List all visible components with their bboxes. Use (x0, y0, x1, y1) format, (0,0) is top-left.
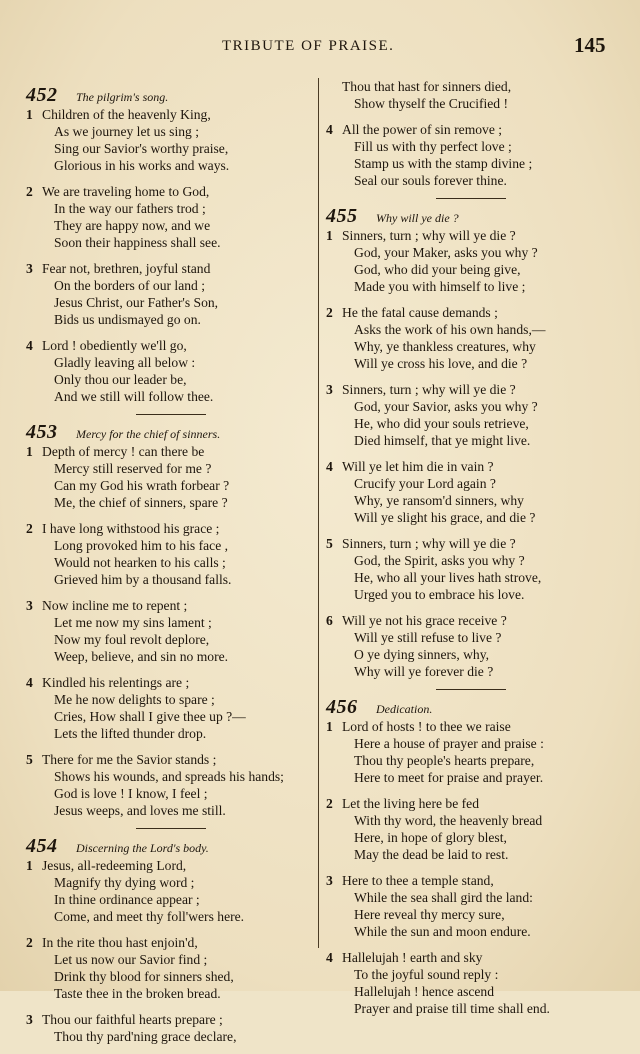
verse-number: 5 (26, 752, 33, 767)
verse-line-text: In thine ordinance appear ; (54, 892, 200, 907)
verse-line (26, 985, 316, 1002)
verse-line (26, 1011, 316, 1028)
verse-line-text: On the borders of our land ; (54, 278, 206, 293)
verse-line (326, 795, 616, 812)
verse (326, 458, 616, 526)
verse-line-text: Let us now our Savior find ; (54, 952, 208, 967)
verse-number: 1 (326, 719, 333, 734)
verse-number: 3 (326, 873, 333, 888)
verse-line (26, 354, 316, 371)
verse-line-text: He, who all your lives hath strove, (354, 570, 542, 585)
verse-line (326, 278, 616, 295)
verse-number: 6 (326, 613, 333, 628)
verse-line-text: Lets the lifted thunder drop. (54, 726, 207, 741)
verse-line (26, 614, 316, 631)
verse-line (26, 157, 316, 174)
verse-line-text: Drink thy blood for sinners shed, (54, 969, 234, 984)
verse-line-text: God is love ! I know, I feel ; (54, 786, 208, 801)
verse-line-text: Grieved him by a thousand falls. (54, 572, 232, 587)
verse-number: 1 (326, 228, 333, 243)
verse-line-text: Fill us with thy perfect love ; (354, 139, 512, 154)
verse-line-text: Here, in hope of glory blest, (354, 830, 507, 845)
verse (26, 597, 316, 665)
verse-line-text: Come, and meet thy foll'wers here. (54, 909, 245, 924)
verse-number: 3 (26, 598, 33, 613)
verse-line (26, 106, 316, 123)
verse-line-text: Magnify thy dying word ; (54, 875, 195, 890)
verse-line-text: Sinners, turn ; why will ye die ? (342, 228, 516, 243)
hymn-block (326, 696, 616, 1017)
verse (26, 674, 316, 742)
verse-line-text: And we still will follow thee. (54, 389, 214, 404)
hymn-title: Dedication. (376, 702, 433, 716)
verse-line-text: Taste thee in the broken bread. (54, 986, 221, 1001)
verse-line (26, 674, 316, 691)
verse-line-text: I have long withstood his grace ; (42, 521, 220, 536)
verse-line (326, 492, 616, 509)
verse-line-text: We are traveling home to God, (42, 184, 210, 199)
verse-line-text: Mercy still reserved for me ? (54, 461, 212, 476)
hymn-header (26, 84, 316, 106)
verse-line-text: Here to thee a temple stand, (342, 873, 494, 888)
verse-line-text: Gladly leaving all below : (54, 355, 196, 370)
verse-line (26, 768, 316, 785)
verse-line-text: Let me now my sins lament ; (54, 615, 212, 630)
verse-line (26, 968, 316, 985)
verse-line-text: Thou our faithful hearts prepare ; (42, 1012, 223, 1027)
hymn-block (26, 421, 316, 819)
verse-line (326, 415, 616, 432)
verse-line-text: Here to meet for praise and prayer. (354, 770, 544, 785)
verse-line-text: Cries, How shall I give thee up ?— (54, 709, 246, 724)
verse-line-text: Jesus Christ, our Father's Son, (54, 295, 219, 310)
verse-line (326, 612, 616, 629)
section-divider (66, 828, 276, 829)
verse (326, 872, 616, 940)
verse-line (326, 121, 616, 138)
verse-line (326, 458, 616, 475)
verse-line-text: Jesus weeps, and loves me still. (54, 803, 226, 818)
verse-line (326, 1000, 616, 1017)
verse-line (326, 889, 616, 906)
verse-line (326, 966, 616, 983)
verse-line-text: Thou that hast for sinners died, (342, 79, 512, 94)
hymn-block (26, 835, 316, 1045)
verse-line-text: Will ye slight his grace, and die ? (354, 510, 536, 525)
verse-line-text: Sinners, turn ; why will ye die ? (342, 536, 516, 551)
verse-line-text: Thou thy pard'ning grace declare, (54, 1029, 237, 1044)
verse-line-text: Urged you to embrace his love. (354, 587, 525, 602)
verse-line-text: In the way our fathers trod ; (54, 201, 206, 216)
verse-line (26, 234, 316, 251)
verse-line-text: May the dead be laid to rest. (354, 847, 509, 862)
hymn-title: Discerning the Lord's body. (76, 841, 209, 855)
verse-number: 2 (26, 184, 33, 199)
verse-line (26, 631, 316, 648)
verse-number: 2 (326, 305, 333, 320)
verse-line (26, 725, 316, 742)
verse-number: 4 (326, 459, 333, 474)
verse (26, 857, 316, 925)
verse-line (326, 155, 616, 172)
hymn-title: Why will ye die ? (376, 211, 459, 225)
verse-line (26, 294, 316, 311)
verse-line-text: Now my foul revolt deplore, (54, 632, 210, 647)
verse-number: 4 (326, 122, 333, 137)
verse-line-text: Let the living here be fed (342, 796, 480, 811)
verse-number: 2 (326, 796, 333, 811)
verse-line-text: Stamp us with the stamp divine ; (354, 156, 533, 171)
hymn-header (326, 205, 616, 227)
verse-line-text: Bids us undismayed go on. (54, 312, 201, 327)
verse-line-text: Why, ye thankless creatures, why (354, 339, 536, 354)
verse-line (326, 718, 616, 735)
verse-line (26, 691, 316, 708)
verse-line (326, 646, 616, 663)
verse-line (26, 951, 316, 968)
verse-number: 3 (326, 382, 333, 397)
verse-line-text: God, your Maker, asks you why ? (354, 245, 538, 260)
verse-line (326, 752, 616, 769)
verse-line (326, 872, 616, 889)
verse-line (26, 477, 316, 494)
verse-line (326, 949, 616, 966)
verse-line-text: Glorious in his works and ways. (54, 158, 230, 173)
verse-line (326, 398, 616, 415)
verse-line-text: Will ye let him die in vain ? (342, 459, 494, 474)
verse-line (26, 708, 316, 725)
verse-line (26, 260, 316, 277)
verse (326, 949, 616, 1017)
verse-line-text: Show thyself the Crucified ! (354, 96, 509, 111)
verse-line (326, 304, 616, 321)
verse (326, 78, 616, 112)
verse-number: 3 (26, 1012, 33, 1027)
verse-line (26, 520, 316, 537)
verse-line-text: Will ye still refuse to live ? (354, 630, 502, 645)
verse-line-text: As we journey let us sing ; (54, 124, 199, 139)
verse (326, 227, 616, 295)
verse-line (326, 78, 616, 95)
verse-line-text: All the power of sin remove ; (342, 122, 503, 137)
verse-number: 1 (26, 107, 33, 122)
verse-number: 3 (26, 261, 33, 276)
hymn-number: 454 (26, 835, 58, 857)
verse (26, 106, 316, 174)
hymn-header (326, 696, 616, 718)
verse (326, 381, 616, 449)
verse-line (26, 200, 316, 217)
verse-line (26, 337, 316, 354)
verse (326, 718, 616, 786)
verse-line (326, 812, 616, 829)
verse-line-text: Sinners, turn ; why will ye die ? (342, 382, 516, 397)
verse-line (26, 802, 316, 819)
verse-line-text: Hallelujah ! earth and sky (342, 950, 483, 965)
verse-line-text: Children of the heavenly King, (42, 107, 211, 122)
verse-line (26, 443, 316, 460)
hymn-header (26, 835, 316, 857)
verse (326, 612, 616, 680)
verse-line (326, 475, 616, 492)
verse-line-text: Jesus, all-redeeming Lord, (42, 858, 187, 873)
hymn-header (26, 421, 316, 443)
verse-line (26, 648, 316, 665)
verse-line (26, 908, 316, 925)
verse (26, 1011, 316, 1045)
hymn-block (26, 84, 316, 405)
verse-line-text: Seal our souls forever thine. (354, 173, 507, 188)
verse-line-text: Lord of hosts ! to thee we raise (342, 719, 511, 734)
verse-line (326, 663, 616, 680)
verse-line (326, 629, 616, 646)
verse-line (26, 217, 316, 234)
verse-line (26, 1028, 316, 1045)
verse-line-text: God, the Spirit, asks you why ? (354, 553, 525, 568)
verse-line (26, 785, 316, 802)
verse-line-text: Prayer and praise till time shall end. (354, 1001, 550, 1016)
verse (26, 337, 316, 405)
verse-line-text: Weep, believe, and sin no more. (54, 649, 229, 664)
page-number: 145 (574, 33, 606, 57)
verse-line-text: Thou thy people's hearts prepare, (354, 753, 535, 768)
verse-line-text: Will ye not his grace receive ? (342, 613, 507, 628)
verse-line (26, 140, 316, 157)
verse-line (26, 537, 316, 554)
verse-line (326, 552, 616, 569)
verse-line (26, 371, 316, 388)
verse-line (26, 571, 316, 588)
verse (326, 795, 616, 863)
verse-line (326, 769, 616, 786)
verse-line-text: Here a house of prayer and praise : (354, 736, 544, 751)
verse-line-text: To the joyful sound reply : (354, 967, 499, 982)
verse-line-text: Died himself, that ye might live. (354, 433, 531, 448)
column-divider (318, 78, 319, 948)
hymn-number: 453 (26, 421, 58, 443)
verse-line-text: Would not hearken to his calls ; (54, 555, 226, 570)
right-column (326, 78, 616, 1026)
verse-line (26, 311, 316, 328)
verse-line-text: Me he now delights to spare ; (54, 692, 215, 707)
hymn-number: 456 (326, 696, 358, 718)
verse-line-text: God, who did your being give, (354, 262, 521, 277)
hymn-number: 452 (26, 84, 58, 106)
verse-number: 1 (26, 444, 33, 459)
verse-line (326, 983, 616, 1000)
verse-number: 5 (326, 536, 333, 551)
verse-line (326, 138, 616, 155)
verse-line (26, 554, 316, 571)
verse-line (326, 586, 616, 603)
verse-line-text: Why will ye forever die ? (354, 664, 494, 679)
verse-line-text: Asks the work of his own hands,— (354, 322, 546, 337)
verse-line (326, 829, 616, 846)
verse-line-text: Depth of mercy ! can there be (42, 444, 205, 459)
verse-line-text: With thy word, the heavenly bread (354, 813, 543, 828)
verse-line (26, 460, 316, 477)
verse-line-text: In the rite thou hast enjoin'd, (42, 935, 198, 950)
verse-line-text: Fear not, brethren, joyful stand (42, 261, 211, 276)
verse-line (326, 381, 616, 398)
verse-line-text: Hallelujah ! hence ascend (354, 984, 495, 999)
verse-line (326, 227, 616, 244)
verse-line-text: Soon their happiness shall see. (54, 235, 221, 250)
verse-line (26, 123, 316, 140)
verse-line (26, 494, 316, 511)
verse-number: 4 (26, 675, 33, 690)
verse (326, 304, 616, 372)
verse-line (326, 321, 616, 338)
verse-line (326, 509, 616, 526)
verse-line (326, 735, 616, 752)
verse-line (326, 244, 616, 261)
verse-line (26, 874, 316, 891)
left-column (26, 78, 316, 1054)
verse (26, 260, 316, 328)
verse-line-text: Shows his wounds, and spreads his hands; (54, 769, 284, 784)
verse-line (26, 934, 316, 951)
section-divider (366, 689, 576, 690)
verse-line-text: Sing our Savior's worthy praise, (54, 141, 229, 156)
section-divider (66, 414, 276, 415)
verse-line-text: Crucify your Lord again ? (354, 476, 496, 491)
hymn-number: 455 (326, 205, 358, 227)
verse-line (326, 535, 616, 552)
verse-line-text: While the sun and moon endure. (354, 924, 531, 939)
verse-line-text: Can my God his wrath forbear ? (54, 478, 230, 493)
verse-line (326, 95, 616, 112)
verse (26, 183, 316, 251)
verse-line-text: Me, the chief of sinners, spare ? (54, 495, 228, 510)
verse-line-text: Will ye cross his love, and die ? (354, 356, 528, 371)
hymn-block (326, 205, 616, 680)
verse-line (326, 432, 616, 449)
verse (326, 121, 616, 189)
verse (326, 535, 616, 603)
verse-line-text: Long provoked him to his face , (54, 538, 229, 553)
verse-number: 4 (26, 338, 33, 353)
verse-line-text: They are happy now, and we (54, 218, 211, 233)
hymn-title: The pilgrim's song. (76, 90, 169, 104)
verse-number: 2 (26, 521, 33, 536)
running-title: TRIBUTE OF PRAISE. (222, 38, 395, 54)
verse-line-text: Only thou our leader be, (54, 372, 187, 387)
verse-number: 4 (326, 950, 333, 965)
verse-line (26, 388, 316, 405)
verse-line-text: Lord ! obediently we'll go, (42, 338, 187, 353)
hymn-continuation (326, 78, 616, 189)
verse-line-text: O ye dying sinners, why, (354, 647, 490, 662)
verse-line (326, 846, 616, 863)
verse-line-text: There for me the Savior stands ; (42, 752, 217, 767)
verse-line-text: Kindled his relentings are ; (42, 675, 190, 690)
verse-line (326, 338, 616, 355)
verse-line-text: Why, ye ransom'd sinners, why (354, 493, 524, 508)
verse-line-text: Here reveal thy mercy sure, (354, 907, 505, 922)
hymn-title: Mercy for the chief of sinners. (76, 427, 221, 441)
verse-line-text: Made you with himself to live ; (354, 279, 526, 294)
verse-line-text: He the fatal cause demands ; (342, 305, 498, 320)
verse (26, 751, 316, 819)
section-divider (366, 198, 576, 199)
verse-number: 2 (26, 935, 33, 950)
verse-line-text: While the sea shall gird the land: (354, 890, 533, 905)
verse-line (326, 355, 616, 372)
verse-line (326, 172, 616, 189)
verse-line (326, 569, 616, 586)
verse-line (26, 597, 316, 614)
verse-line-text: He, who did your souls retrieve, (354, 416, 529, 431)
verse-line (326, 906, 616, 923)
verse-line (326, 261, 616, 278)
verse-line-text: Now incline me to repent ; (42, 598, 188, 613)
verse-line (26, 277, 316, 294)
verse-line (326, 923, 616, 940)
verse-number: 1 (26, 858, 33, 873)
verse-line-text: God, your Savior, asks you why ? (354, 399, 538, 414)
verse-line (26, 857, 316, 874)
verse-line (26, 891, 316, 908)
verse (26, 443, 316, 511)
verse-line (26, 183, 316, 200)
verse-line (26, 751, 316, 768)
verse (26, 934, 316, 1002)
verse (26, 520, 316, 588)
